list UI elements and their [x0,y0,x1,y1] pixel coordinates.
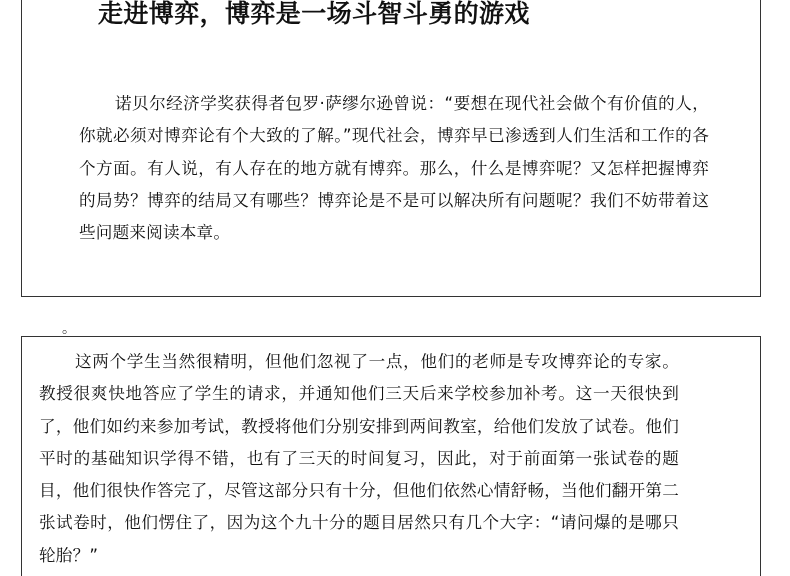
story-paragraph: 这两个学生当然很精明，但他们忽视了一点，他们的老师是专攻博弈论的专家。教授很爽快地答应了学生的请求，并通知他们三天后来学校参加补考。这一天很快到了，他们如约来参加考试，教授将他们分别安排到两间教室，给他们发放了试卷。他们平时的基础知识学得不错，也有了三天的时间复习，因此，对于前面第一张试卷的题目，他们很快作答完了，尽管这部分只有十分，但他们依然心情舒畅，当他们翻开第二张试卷时，他们愣住了，因为这个九十分的题目居然只有几个大字：“请问爆的是哪只轮胎？” [39,352,679,565]
chapter-title: 走进博弈，博弈是一场斗智斗勇的游戏 [98,0,530,28]
intro-paragraph: 诺贝尔经济学奖获得者包罗·萨缪尔逊曾说：“要想在现代社会做个有价值的人，你就必须对博弈论有个大致的了解。”现代社会，博弈早已渗透到人们生活和工作的各个方面。有人说，有人存在的地方就有博弈。那么，什么是博弈呢？又怎样把握博弈的局势？博弈的结局又有哪些？博弈论是不是可以解决所有问题呢？我们不妨带着这些问题来阅读本章。 [79,94,709,243]
cropped-text-fragment: 。 [62,322,76,336]
